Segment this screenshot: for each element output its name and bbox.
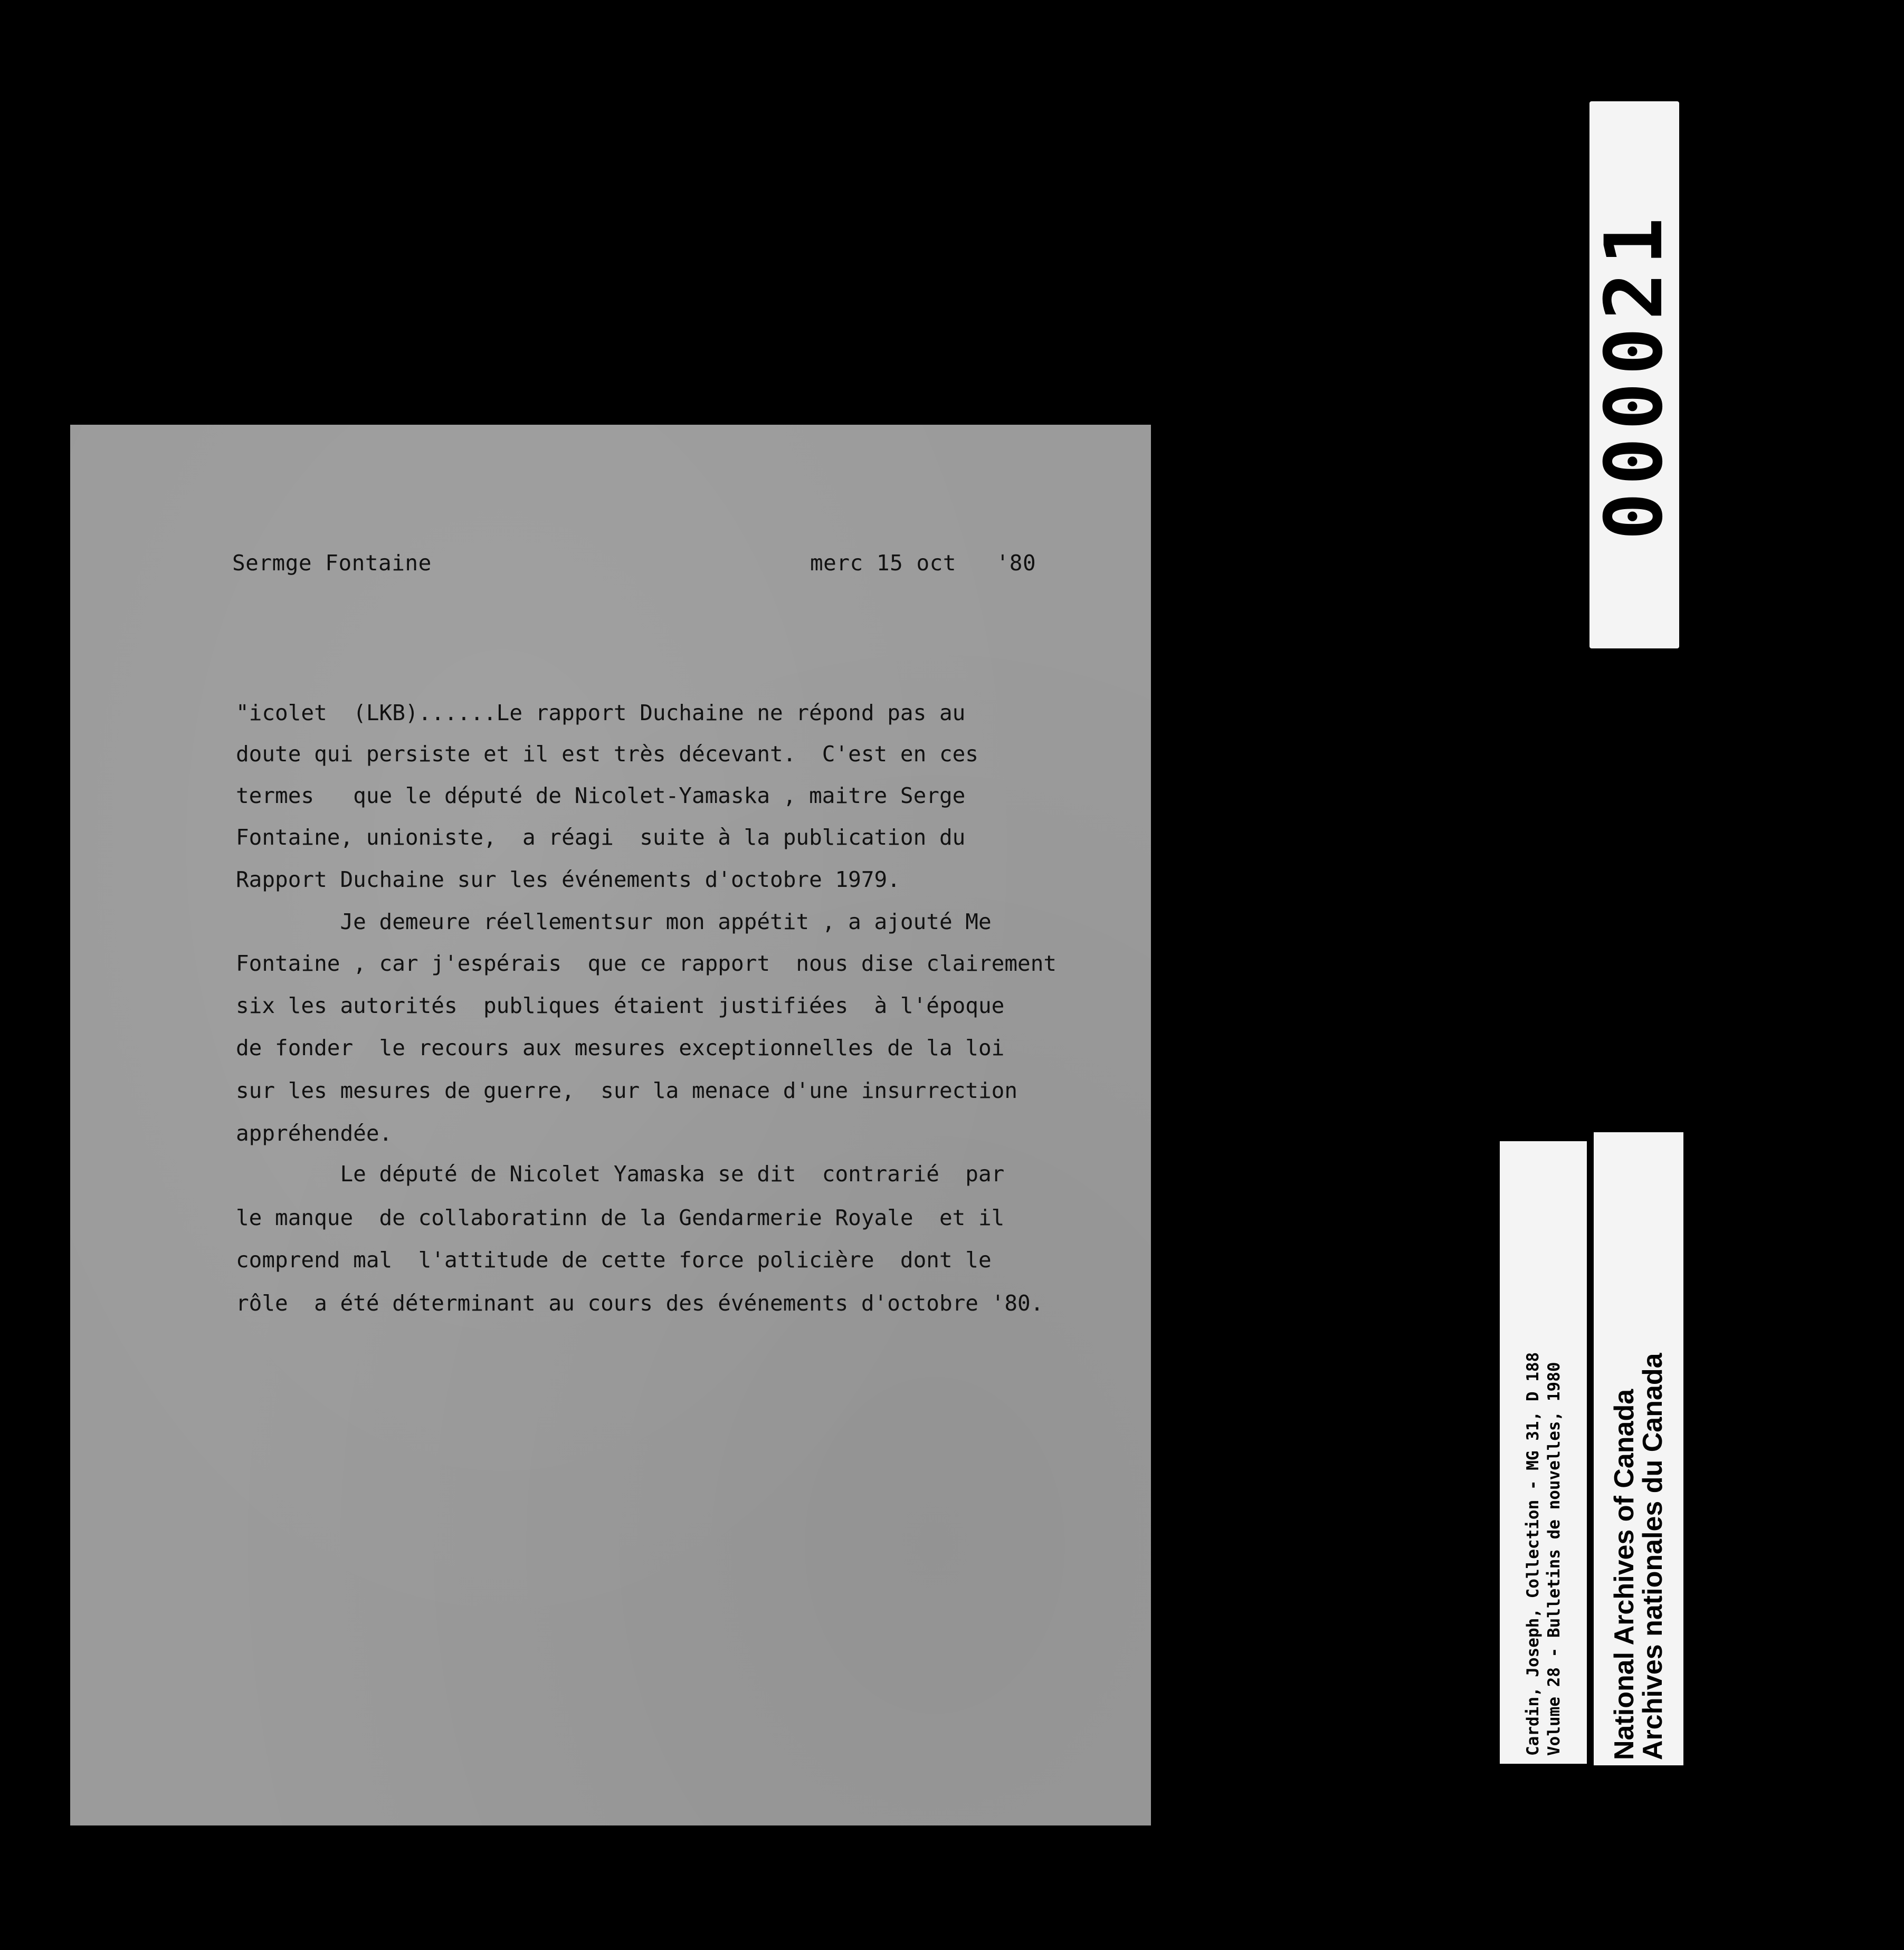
text-line: Rapport Duchaine sur les événements d'octobre 1979. <box>236 867 900 892</box>
frame-number-strip <box>1589 101 1679 648</box>
text-line: appréhendée. <box>236 1121 393 1146</box>
archives-line-2: Archives nationales du Canada <box>1638 1353 1668 1760</box>
text-line: sur les mesures de guerre, sur la menace d'une insurrection <box>236 1078 1018 1103</box>
text-line: "icolet (LKB)......Le rapport Duchaine ne répond pas au <box>236 700 966 725</box>
collection-label <box>1500 1141 1587 1764</box>
collection-line-2: Volume 28 - Bulletins de nouvelles, 1980 <box>1544 1362 1564 1756</box>
text-line: termes que le député de Nicolet-Yamaska , maitre Serge <box>236 783 966 808</box>
collection-line-1: Cardin, Joseph, Collection - MG 31, D 188 <box>1523 1352 1543 1756</box>
typewritten-page <box>70 425 1151 1825</box>
text-line: le manque de collaboratinn de la Gendarmerie Royale et il <box>236 1205 1005 1230</box>
text-line: Fontaine, unioniste, a réagi suite à la publication du <box>236 825 966 850</box>
collection-text <box>1522 1149 1565 1756</box>
text-line: de fonder le recours aux mesures exceptionnelles de la loi <box>236 1035 1005 1060</box>
text-line: doute qui persiste et il est très décevant. C'est en ces <box>236 741 978 767</box>
archives-line-1: National Archives of Canada <box>1609 1389 1640 1760</box>
frame-number: 000021 <box>1588 209 1680 540</box>
header-author: Sermge Fontaine <box>232 550 432 576</box>
text-line: Le député de Nicolet Yamaska se dit contrarié par <box>236 1161 1005 1187</box>
header-date: merc 15 oct '80 <box>810 550 1036 576</box>
text-line: Fontaine , car j'espérais que ce rapport nous dise clairement <box>236 951 1057 976</box>
archives-label <box>1594 1132 1683 1765</box>
text-line: rôle a été déterminant au cours des événements d'octobre '80. <box>236 1291 1044 1316</box>
text-line: six les autorités publiques étaient justifiées à l'époque <box>236 993 1005 1018</box>
archives-text <box>1610 1138 1667 1760</box>
text-line: Je demeure réellementsur mon appétit , a ajouté Me <box>236 909 992 934</box>
text-line: comprend mal l'attitude de cette force policière dont le <box>236 1247 992 1273</box>
